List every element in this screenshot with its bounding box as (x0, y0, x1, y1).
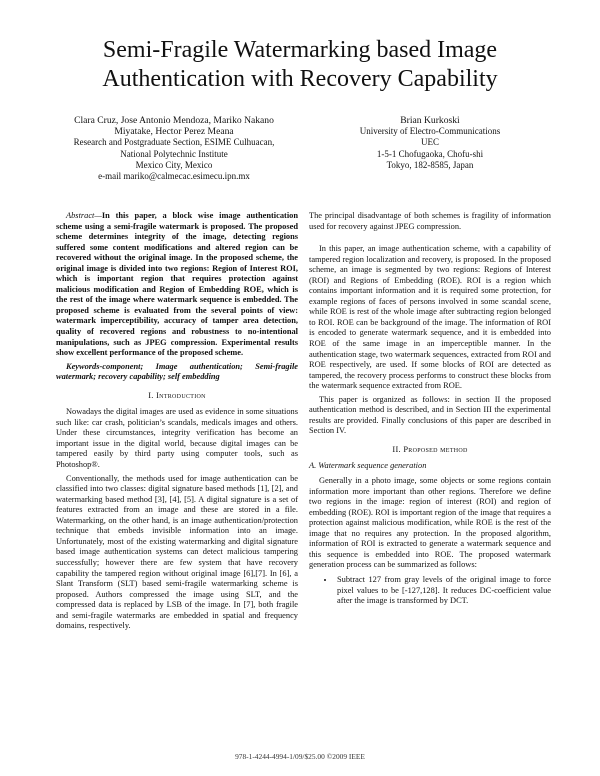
author-block-right (332, 115, 528, 171)
method-bullet-list (309, 575, 551, 607)
subsection-a-heading: A. Watermark sequence generation (309, 461, 427, 471)
section-1-heading: I. Introduction (148, 390, 206, 400)
intro-paragraph-1: Nowadays the digital images are used as evidence in some situations such like: car crash, politician’s scandals, medicals images and others. Under these circumstances, integrity verification has become an important issue in the digital world, because digital images can be tampered easily by third party using computer tools, such as Photoshop®. (56, 407, 298, 470)
paper-title (0, 36, 600, 94)
affiliation-line-1: Research and Postgraduate Section, ESIME Culhuacan, (73, 137, 275, 148)
keywords: Keywords-component; Image authentication; Semi-fragile watermark; recovery capability; self embedding (56, 361, 298, 382)
author-block-left (56, 115, 292, 182)
paragraph-gap (309, 235, 551, 244)
left-column (56, 211, 298, 635)
right-column (309, 211, 551, 607)
title-line-1: Semi-Fragile Watermarking based Image (102, 37, 498, 63)
affiliation-line-2: National Polytechnic Institute (120, 148, 228, 159)
intro-paragraph-continued: The principal disadvantage of both schemes is fragility of information used for recovery against JPEG compression. (309, 211, 551, 231)
intro-paragraph-4: This paper is organized as follows: in section II the proposed authentication method is described, and in Section III the experimental results are provided. Finally conclusions of this paper are described in Section IV. (309, 394, 551, 436)
city-right: Tokyo, 182-8585, Japan (386, 159, 474, 170)
author-names-line-1: Clara Cruz, Jose Antonio Mendoza, Mariko Nakano (74, 115, 274, 126)
abstract (56, 211, 298, 359)
method-paragraph-1: Generally in a photo image, some objects or some regions contain information more important than other regions. Therefore we define two regions in the image: region of interest (ROI) and region of embedding (ROE). ROI is important region of the image that requires a protection against malicious modification, while ROE is the rest of the image that no requires any protection. In the proposed algorithm, information of ROI is extracted to generate a watermark sequence and this sequence is embedded into ROE. The proposed watermark generation process can be summarized as follows: (309, 476, 551, 570)
intro-paragraph-2: Conventionally, the methods used for image authentication can be classified into two classes: digital signature based methods [1], [2], and watermarking based method [3], [4], [5]. A digital signature is a set of features extracted from an image and these are stored in a file. Watermarking, on the other hand, is an image authentication/protection technique that embeds invisible information into an image. Unfortunately, most of the existing watermarking and digital signature based image authentication systems can detect malicious tampering successfully; however there are few system that have recovery capability the tampered region without original image [6],[7]. In [6], a Slant Transform (SLT) based semi-fragile watermarking scheme is proposed. Authors compressed the image using SLT, and the compressed data is replaced by LSB of the image. In [7], both fragile and semi-fragile watermarks are embedded in spatial and frequency domains, respectively. (56, 473, 298, 631)
author-email: e-mail mariko@calmecac.esimecu.ipn.mx (98, 171, 250, 182)
abstract-text: In this paper, a block wise image authentication scheme using a semi-fragile watermark is proposed. The proposed scheme determines integrity of the image, detecting regions suffered some content modifications and altered region can be recovered without the original image. In the proposed scheme, the original image is divided into two regions: Region of Interest ROI, which is important region that requires protection against malicious modification and Region of Embedding ROE, which is the rest of the image where watermark sequence is embedded. The proposed scheme is evaluated from the several points of view: watermark imperceptibility, accuracy of tamper area detection, quality of recovered regions and robustness to no-intentional manipulations, such as JPEG compression. Experimental results show excellent performance of the proposed scheme. (56, 211, 298, 358)
title-line-2: Authentication with Recovery Capability (102, 66, 498, 92)
intro-paragraph-3: In this paper, an image authentication scheme, with a capability of tampered region localization and recovery, is proposed. In the proposed scheme, an image is segmented by two regions: Regions of Interest (ROI) and Regions of Embedding (ROE). ROI is a region which contains important information and it is required some protection, for example regions of faces of persons involved in some scandal scene, while ROE is rest of the whole image after subtracting region belonged to ROI. ROE can be background of the image. The information of ROI is encoded to generate watermark sequence, and it is embedded into ROE of the same image in an imperceptible manner. In the authentication stage, two watermark sequences, extracted from ROI and ROE respectively, are used. If some blocks of ROI are detected as tampered, the recovery process performs to construct these blocks from the watermark sequence extracted from ROE. (309, 244, 551, 391)
affiliation-right-line-1: University of Electro-Communications (359, 126, 501, 137)
method-bullet-1: • Subtract 127 from gray levels of the original image to force pixel values to be [-127,128]. It reduces DC-coefficient value after the image is transformed by DCT. (335, 575, 551, 607)
abstract-lead: Abstract— (66, 211, 102, 220)
author-names-line-2: Miyatake, Hector Perez Meana (114, 126, 234, 138)
author-location: Mexico City, Mexico (135, 159, 213, 170)
copyright-footer: 978-1-4244-4994-1/09/$25.00 ©2009 IEEE (235, 752, 365, 761)
affiliation-right-line-2: UEC (421, 137, 439, 148)
section-2-heading: II. Proposed method (392, 444, 468, 454)
author-name-right: Brian Kurkoski (400, 115, 460, 126)
address-right: 1-5-1 Chofugaoka, Chofu-shi (376, 148, 484, 159)
